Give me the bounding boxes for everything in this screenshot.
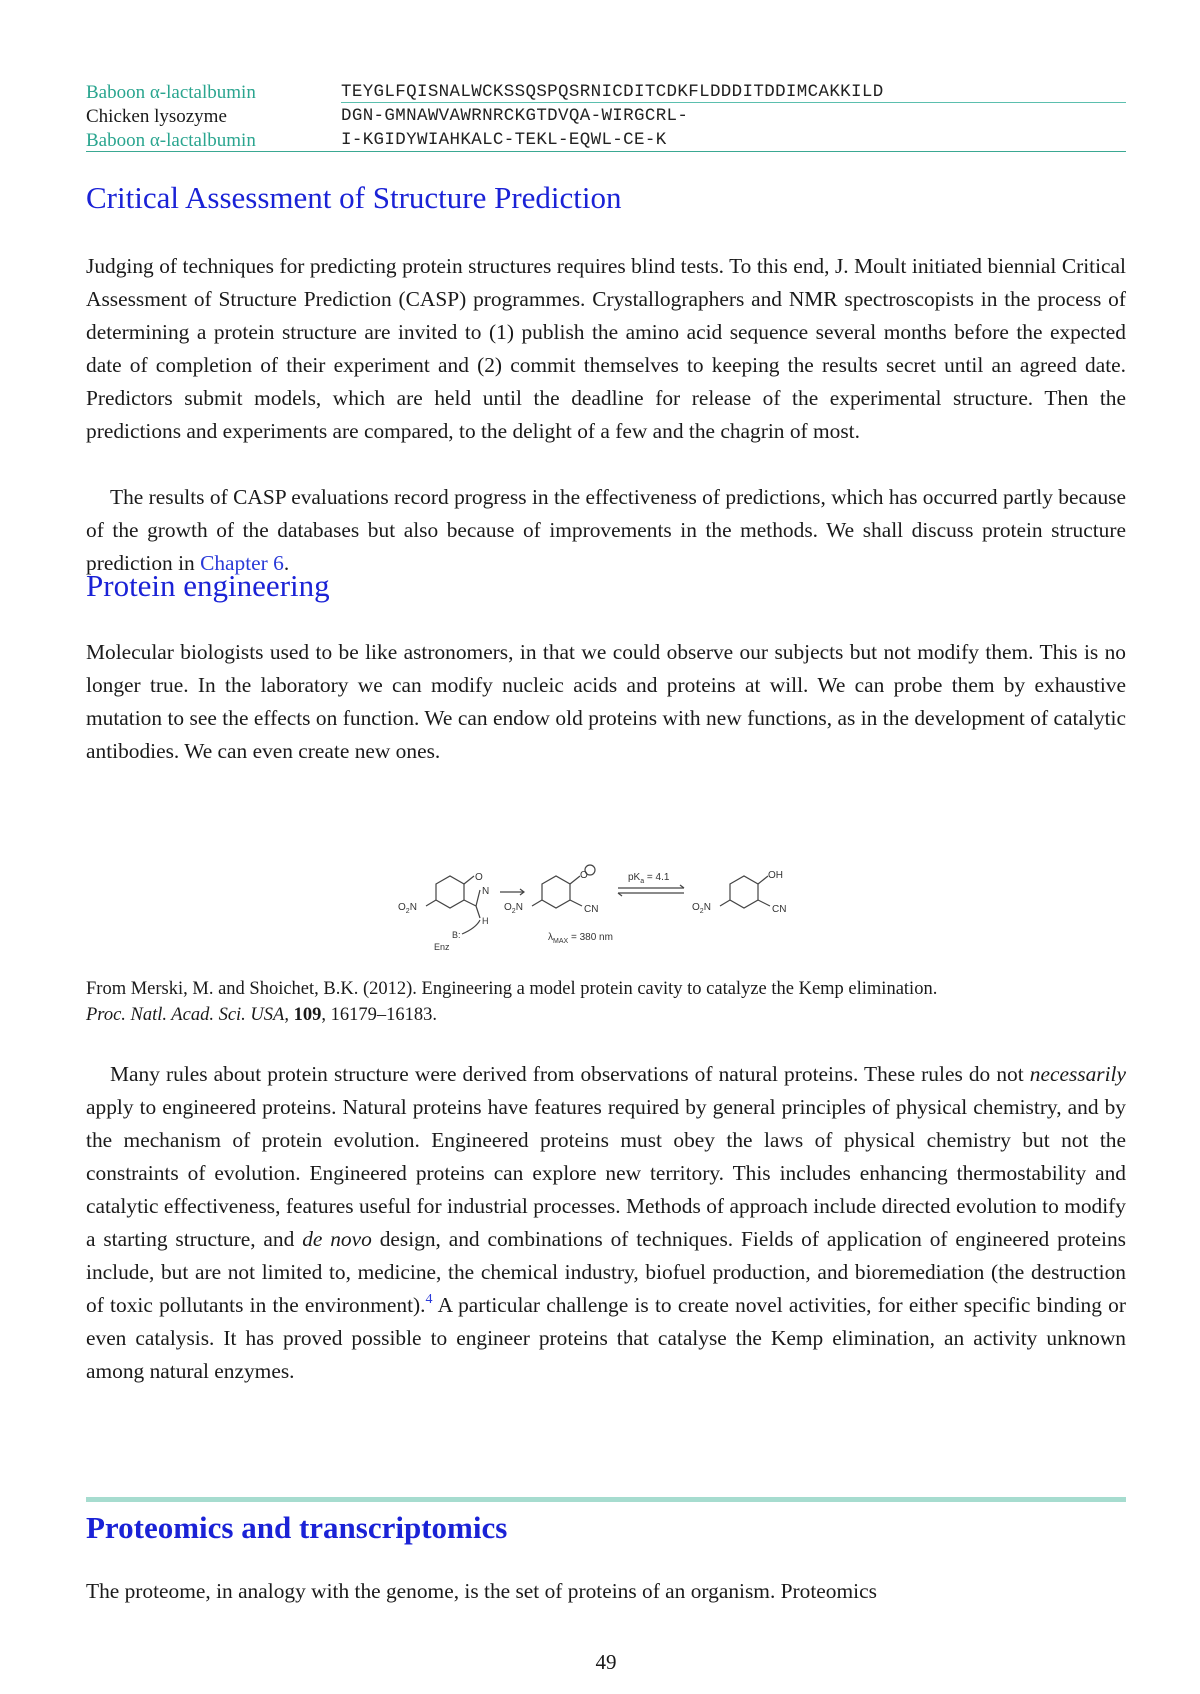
nitro-sub: 2 [511,908,516,915]
nitro-group-label [398,902,417,915]
nitro-group-label-3 [692,902,711,915]
pka-label [628,872,670,885]
base-label: B: [452,930,461,940]
benzisoxazole-structure [426,876,480,934]
nitro-sub: 2 [699,908,704,915]
caption-volume: 109 [293,1005,322,1025]
lambda-value: = 380 nm [568,932,613,943]
kemp-elimination-scheme [396,862,836,954]
alignment-sequence: TEYGLFQISNALWCKSSQSPQSRNICDITCDKFLDDDITDDIMCAKKILD [341,82,884,102]
nitro-n: N [409,902,417,913]
pka: pK [628,872,641,883]
oxygen-label: O [475,872,483,883]
section-heading-proteomics: Proteomics and transcriptomics [86,1510,508,1545]
para-text: apply to engineered proteins. Natural proteins have features required by general principles of physical chemistry, and by the mechanism of protein evolution. Engineered proteins must obey the laws of physical chemistry but not the constraints of evolution. Engineered proteins can explore new territory. This includes enhancing thermostability and catalytic effectiveness, features useful for industrial processes. Methods of approach include directed evolution to modify a starting structure, and [86,1095,1126,1251]
caption-journal: Proc. Natl. Acad. Sci. USA [86,1005,285,1025]
alignment-sequence: I-KGIDYWIAHKALC-TEKL-EQWL-CE-K [341,130,667,150]
kemp-elimination-figure [396,862,836,954]
emphasis-de-novo: de novo [302,1227,372,1251]
alignment-row [86,104,1126,128]
figure-caption [86,976,1126,1028]
lambda: λ [548,932,553,943]
hydrogen-label: H [482,916,489,926]
section-heading-casp: Critical Assessment of Structure Prediction [86,180,622,215]
enzyme-label: Enz [434,942,450,952]
alignment-label: Baboon α-lactalbumin [86,130,256,151]
reaction-arrow-1 [500,889,524,895]
alignment-bottom-rule [86,151,1126,152]
nitro-o: O [692,902,700,913]
alignment-sequence: DGN-GMNAWVAWRNRCKGTDVQA-WIRGCRL- [341,106,689,126]
proteomics-paragraph-1: The proteome, in analogy with the genome, is the set of proteins of an organism. Proteomics [86,1579,877,1603]
phenolate-oxygen-label: O [580,870,588,881]
footnote-4-link[interactable]: 4 [425,1292,433,1307]
nitrile-label-2: CN [772,904,787,915]
nitro-n: N [703,902,711,913]
section-heading-protein-engineering: Protein engineering [86,568,330,603]
section-divider [86,1497,1126,1502]
caption-separator: , [284,1005,294,1025]
casp-paragraph-2 [86,481,1126,580]
nitro-group-label-2 [504,902,523,915]
casp-paragraph-1: Judging of techniques for predicting protein structures requires blind tests. To this end, J. Moult initiated biennial Critical Assessment of Structure Prediction (CASP) programmes. Crystallographers and NMR spectroscopists in the process of determining a protein structure are invited to (1) publish the amino acid sequence several months before the expected date of completion of their experiment and (2) commit themselves to keeping the results secret until an agreed date. Predictors submit models, which are held until the deadline for release of the experimental structure. Then the predictions and experiments are compared, to the delight of a few and the chagrin of most. [86,254,1126,443]
nitro-n: N [515,902,523,913]
caption-pages: , 16179–16183. [321,1005,437,1025]
emphasis-necessarily: necessarily [1029,1062,1126,1086]
para-text: Many rules about protein structure were derived from observations of natural proteins. These rules do not [110,1062,1030,1086]
lambda-sub: MAX [553,938,569,945]
casp-paragraph-2-end: . [283,551,290,575]
nitrile-label: CN [584,904,599,915]
para-text: design, and combinations of techniques. Fields of application of engineered proteins include, but are not limited to, medicine, the chemical industry, biofuel production, and bioremediation (the destruction of toxic pollutants in the environment). [86,1227,1126,1317]
equilibrium-arrows [618,885,684,896]
alignment-row [86,128,1126,152]
para-text: A particular challenge is to create novel activities, for either specific binding or even catalysis. It has proved possible to engineer proteins that catalyse the Kemp elimination, an activity unknown among natural enzymes. [86,1293,1126,1383]
page-number: 49 [595,1650,617,1674]
pka-sub: a [640,878,645,885]
sequence-alignment [86,80,1126,152]
alignment-rule [341,102,1126,103]
engineering-paragraph-2 [86,1058,1126,1388]
pka-value: = 4.1 [644,872,670,883]
alignment-label: Chicken lysozyme [86,106,227,127]
casp-paragraph-2-text: The results of CASP evaluations record progress in the effectiveness of predictions, which has occurred partly because of the growth of the databases but also because of improvements in the methods. We shall discuss protein structure prediction in [86,485,1126,575]
nitro-o: O [398,902,406,913]
alignment-row [86,80,1126,104]
alignment-label: Baboon α-lactalbumin [86,82,256,103]
phenol-structure [720,876,770,908]
caption-text: From Merski, M. and Shoichet, B.K. (2012). Engineering a model protein cavity to catalyze the Kemp elimination. [86,979,938,999]
nitrogen-label: N [482,886,490,897]
nitro-sub: 2 [405,908,410,915]
lambda-max-label [548,932,613,945]
chapter-6-link[interactable]: Chapter 6 [200,551,284,575]
hydroxyl-label: OH [768,870,783,881]
nitro-o: O [504,902,512,913]
engineering-paragraph-1: Molecular biologists used to be like astronomers, in that we could observe our subjects but not modify them. This is no longer true. In the laboratory we can modify nucleic acids and proteins at will. We can probe them by exhaustive mutation to see the effects on function. We can endow old proteins with new functions, as in the development of catalytic antibodies. We can even create new ones. [86,640,1126,763]
